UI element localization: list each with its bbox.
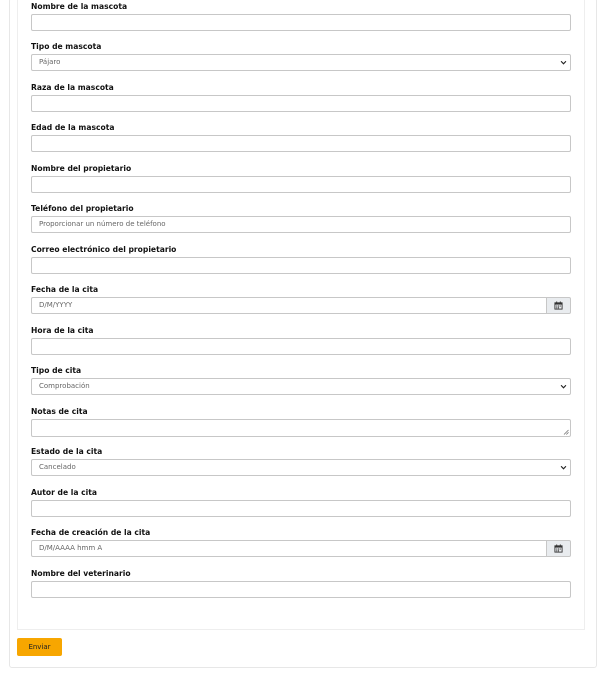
appt-time-label: Hora de la cita [31,326,94,335]
owner-name-label: Nombre del propietario [31,164,132,173]
pet-type-selected: Pájaro [39,58,61,66]
owner-name-input[interactable] [31,176,571,193]
age-input[interactable] [31,135,571,152]
appt-time-input[interactable] [31,338,571,355]
vet-name-label: Nombre del veterinario [31,569,131,578]
appt-author-input[interactable] [31,500,571,517]
pet-name-input[interactable] [31,14,571,31]
appt-status-select[interactable] [31,459,571,476]
created-date-label: Fecha de creación de la cita [31,528,151,537]
resize-handle-icon[interactable] [563,429,569,435]
chevron-down-icon [560,464,567,471]
age-label: Edad de la mascota [31,123,115,132]
chevron-down-icon [560,383,567,390]
created-date-input[interactable]: D/M/AAAA hmm A [31,540,547,557]
calendar-icon [554,301,563,310]
pet-name-label: Nombre de la mascota [31,2,128,11]
appt-notes-textarea[interactable] [31,419,571,437]
vet-name-input[interactable] [31,581,571,598]
owner-phone-input[interactable]: Proporcionar un número de teléfono [31,216,571,233]
breed-label: Raza de la mascota [31,83,114,92]
appt-status-label: Estado de la cita [31,447,103,456]
chevron-down-icon [560,59,567,66]
appt-date-input[interactable]: D/M/YYYY [31,297,547,314]
breed-input[interactable] [31,95,571,112]
appt-type-label: Tipo de cita [31,366,82,375]
calendar-icon [554,544,563,553]
appt-date-calendar-button[interactable] [547,297,571,314]
pet-type-select[interactable] [31,54,571,71]
appt-type-selected: Comprobación [39,382,90,390]
pet-type-label: Tipo de mascota [31,42,102,51]
submit-button[interactable]: Enviar [17,638,62,656]
appt-date-label: Fecha de la cita [31,285,99,294]
appt-author-label: Autor de la cita [31,488,97,497]
owner-email-input[interactable] [31,257,571,274]
created-date-calendar-button[interactable] [547,540,571,557]
appt-status-selected: Cancelado [39,463,76,471]
appt-type-select[interactable] [31,378,571,395]
appt-notes-label: Notas de cita [31,407,88,416]
owner-email-label: Correo electrónico del propietario [31,245,177,254]
owner-phone-label: Teléfono del propietario [31,204,134,213]
